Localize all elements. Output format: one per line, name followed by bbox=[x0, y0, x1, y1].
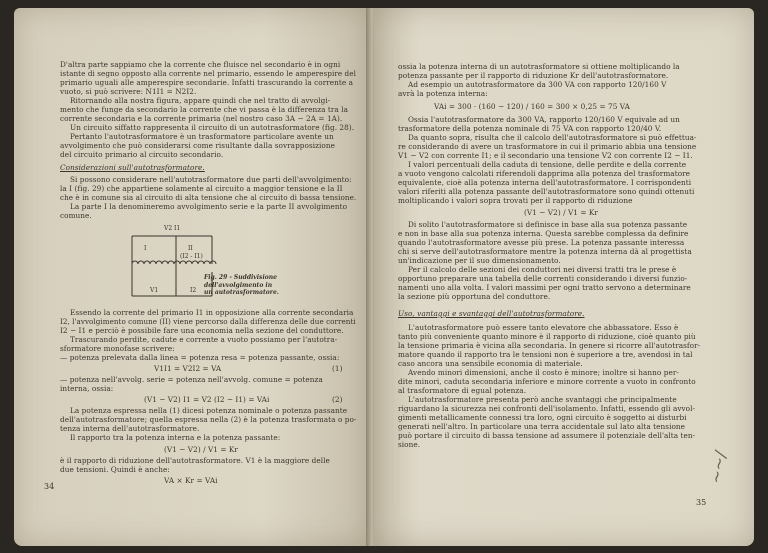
equation-4: VA × Kr = VAi bbox=[164, 476, 218, 485]
fig-label-II: II bbox=[188, 245, 193, 252]
equation-number: (2) bbox=[332, 395, 343, 404]
body-text-line: Un circuito siffatto rappresenta il circuito di un autotrasformatore (fig. 28). bbox=[70, 123, 355, 132]
body-text-line: Avendo minori dimensioni, anche il costo è minore; inoltre si hanno per- bbox=[408, 368, 679, 377]
body-text-line: La parte I la denomineremo avvolgimento serie e la parte II avvolgimento bbox=[70, 202, 348, 211]
figure-caption: un autotrasformatore. bbox=[204, 289, 279, 296]
body-text-line: e non in base alla sua potenza interna. Questa sarebbe complessa da definire bbox=[398, 229, 689, 238]
body-text-line: opportuno preparare una tabella delle correnti considerando i diversi funzio- bbox=[398, 274, 688, 283]
body-text-line: Per il calcolo delle sezioni dei conduttori nei diversi tratti tra le prese è bbox=[408, 265, 677, 274]
right-page bbox=[374, 8, 754, 546]
body-text-line: La potenza espressa nella (1) dicesi potenza nominale o potenza passante bbox=[70, 406, 348, 415]
equation-1: V1I1 = V2I2 = VA bbox=[154, 364, 222, 373]
handwritten-signature: ~~/ bbox=[705, 449, 731, 486]
page-number: 35 bbox=[696, 498, 707, 507]
body-text-line: la sezione più opportuna del conduttore. bbox=[398, 292, 551, 301]
body-text-line: L'autotrasformatore può essere tanto elevatore che abbassatore. Esso è bbox=[408, 323, 679, 332]
body-text-line: primario uguali alle amperespire secondarie. Infatti trascurando la corrente a bbox=[60, 78, 354, 87]
body-text-line: sione. bbox=[398, 440, 421, 449]
section-heading: Considerazioni sull'autotrasformatore. bbox=[60, 163, 205, 172]
body-text-line: — potenza nell'avvolg. serie = potenza nell'avvolg. comune = potenza bbox=[60, 375, 323, 384]
body-text-line: equivalente, cioè alla potenza interna dell'autotrasformatore. I corrispondenti bbox=[398, 178, 692, 187]
body-text-line: interna, ossia: bbox=[60, 384, 114, 393]
body-text-line: Pertanto l'autotrasformatore è un trasformatore particolare avente un bbox=[70, 132, 334, 141]
section-heading: Uso, vantaggi e svantaggi dell'autotrasformatore. bbox=[398, 309, 585, 318]
fig-label-I: I bbox=[144, 245, 147, 252]
body-text-line: namenti uno alla volta. I valori massimi per ogni tratto servono a determinare bbox=[398, 283, 691, 292]
equation-2: (V1 − V2) I1 = V2 (I2 − I1) = VAi bbox=[144, 395, 270, 404]
equation-2: (V1 − V2) / V1 = Kr bbox=[524, 208, 598, 217]
figure-caption: dell'avvolgimento in bbox=[204, 281, 273, 289]
body-text-line: generati nell'altro. In particolare una terra accidentale sul lato alta tensione bbox=[398, 422, 686, 431]
body-text-line: corrente secondaria e la corrente primaria (nel nostro caso 3A − 2A = 1A). bbox=[60, 114, 343, 123]
body-text-line: del circuito primario al circuito secondario. bbox=[60, 150, 224, 159]
body-text-line: I valori percentuali della caduta di tensione, delle perdite e della corrente bbox=[408, 160, 687, 169]
body-text-line: tenza interna dell'autotrasformatore. bbox=[60, 424, 200, 433]
body-text-line: istante di segno opposto alla corrente nel primario, essendo le amperespire del bbox=[60, 69, 356, 78]
body-text-line: Ossia l'autotrasformatore da 300 VA, rapporto 120/160 V equivale ad un bbox=[408, 115, 680, 124]
body-text-line: L'autotrasformatore presenta però anche svantaggi che principalmente bbox=[408, 395, 677, 404]
body-text-line: chi si serve dell'autotrasformatore mentre la potenza interna dà al progettista bbox=[398, 247, 692, 256]
body-text-line: riguardano la sicurezza nei confronti dell'isolamento. Infatti, essendo gli avvol- bbox=[398, 404, 696, 413]
body-text-line: a vuoto vengono calcolati riferendoli dapprima alla potenza del trasformatore bbox=[398, 169, 691, 178]
body-text-line: un'indicazione per il suo dimensionamento. bbox=[398, 256, 561, 265]
equation-1: VAi = 300 · (160 − 120) / 160 = 300 × 0,25 = 75 VA bbox=[434, 102, 630, 111]
body-text-line: moltiplicando i valori sopra trovati per il rapporto di riduzione bbox=[398, 196, 633, 205]
body-text-line: dite minori, caduta secondaria inferiore e minore corrente a vuoto in confronto bbox=[398, 377, 696, 386]
body-text-line: è il rapporto di riduzione dell'autotrasformatore. V1 è la maggiore delle bbox=[60, 456, 330, 465]
body-text-line: re considerando di avere un trasformatore in cui il primario abbia una tensione bbox=[398, 142, 697, 151]
body-text-line: la tensione primaria è vicina alla secondaria. In genere si ricorre all'autotrasfor- bbox=[398, 341, 701, 350]
left-page bbox=[14, 8, 370, 546]
body-text-line: sformatore monofase scrivere: bbox=[60, 344, 175, 353]
body-text-line: avvolgimento che può considerarsi come risultante dalla sovrapposizione bbox=[60, 141, 335, 150]
fig-label-mid: (I2 - I1) bbox=[180, 253, 203, 260]
body-text-line: al trasformatore di egual potenza. bbox=[398, 386, 527, 395]
body-text-line: che è in comune sia al circuito di alta tensione che al circuito di bassa tensione. bbox=[60, 193, 357, 202]
equation-3: (V1 − V2) / V1 = Kr bbox=[164, 445, 238, 454]
body-text-line: Il rapporto tra la potenza interna e la potenza passante: bbox=[70, 433, 281, 442]
fig-label-top: V2 I1 bbox=[164, 225, 181, 232]
body-text-line: Ritornando alla nostra figura, appare quindi che nel tratto di avvolgi- bbox=[70, 96, 331, 105]
body-text-line: potenza passante per il rapporto di riduzione Kr dell'autotrasformatore. bbox=[398, 71, 669, 80]
body-text-line: trasformatore della potenza nominale di 75 VA con rapporto 120/40 V. bbox=[398, 124, 662, 133]
body-text-line: quando l'autotrasformatore avesse più prese. La potenza passante interessa bbox=[398, 238, 685, 247]
body-text-line: matore quando il rapporto tra le tensioni non è superiore a tre, avendosi in tal bbox=[398, 350, 693, 359]
body-text-line: Di solito l'autotrasformatore si definisce in base alla sua potenza passante bbox=[408, 220, 688, 229]
body-text-line: I2, l'avvolgimento comune (II) viene percorso dalla differenza delle due correnti bbox=[60, 317, 356, 326]
body-text-line: dell'autotrasformatore; quella espressa nella (2) è la potenza trasformata o po- bbox=[60, 415, 357, 424]
body-text-line: gimenti metallicamente connessi tra loro, ogni circuito è soggetto ai disturbi bbox=[398, 413, 687, 422]
body-text-line: valori riferiti alla potenza passante dell'autotrasformatore sono quindi ottenuti bbox=[398, 187, 695, 196]
body-text-line: può portare il circuito di bassa tensione ad assumere il potenziale dell'alta ten- bbox=[398, 431, 696, 440]
fig-label-I2: I2 bbox=[190, 287, 197, 294]
body-text-line: la I (fig. 29) che appartiene solamente al circuito a maggior tensione e la II bbox=[60, 184, 343, 193]
body-text-line: comune. bbox=[60, 211, 92, 220]
body-text-line: Si possono considerare nell'autotrasformatore due parti dell'avvolgimento: bbox=[70, 175, 352, 184]
body-text-line: D'altra parte sappiamo che la corrente che fluisce nel secondario è in ogni bbox=[60, 60, 341, 69]
body-text-line: Da quanto sopra, risulta che il calcolo dell'autotrasformatore si può effettua- bbox=[408, 133, 697, 142]
body-text-line: Trascurando perdite, cadute e corrente a vuoto possiamo per l'autotra- bbox=[70, 335, 338, 344]
figure-caption: Fig. 29 - Suddivisione bbox=[204, 274, 277, 281]
body-text-line: tanto più conveniente quanto minore è il rapporto di riduzione, cioè quanto più bbox=[398, 332, 696, 341]
body-text-line: mento che funge da secondario la corrente che vi passa è la differenza tra la bbox=[60, 105, 348, 114]
body-text-line: V1 − V2 con corrente I1; e il secondario una tensione V2 con corrente I2 − I1. bbox=[398, 151, 693, 160]
page-number: 34 bbox=[44, 482, 55, 491]
body-text-line: caso ancora una sensibile economia di materiale. bbox=[398, 359, 583, 368]
body-text-line: avrà la potenza interna: bbox=[398, 89, 488, 98]
body-text-line: I2 − I1 e perciò è possibile fare una economia nella sezione del conduttore. bbox=[60, 326, 344, 335]
body-text-line: — potenza prelevata dalla linea = potenza resa = potenza passante, ossia: bbox=[60, 353, 340, 362]
equation-number: (1) bbox=[332, 364, 343, 373]
fig-label-V1: V1 bbox=[150, 287, 159, 294]
body-text-line: due tensioni. Quindi è anche: bbox=[60, 465, 170, 474]
body-text-line: Ad esempio un autotrasformatore da 300 VA con rapporto 120/160 V bbox=[408, 80, 667, 89]
body-text-line: vuoto, si può scrivere: N1I1 = N2I2. bbox=[60, 87, 197, 96]
body-text-line: Essendo la corrente del primario I1 in opposizione alla corrente secondaria bbox=[70, 308, 354, 317]
body-text-line: ossia la potenza interna di un autotrasformatore si ottiene moltiplicando la bbox=[398, 62, 680, 71]
